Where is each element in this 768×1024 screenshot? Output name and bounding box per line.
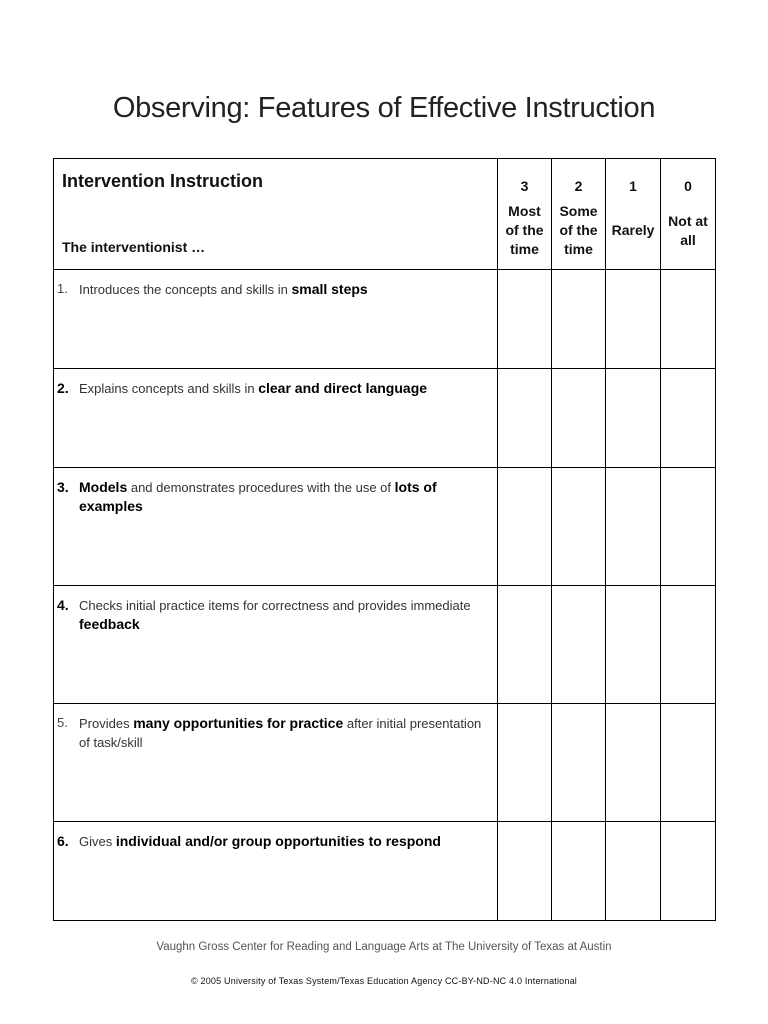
table-row <box>54 270 716 369</box>
score-number: 3 <box>520 178 529 194</box>
rating-cell-3[interactable] <box>498 369 552 468</box>
score-label: of the <box>559 222 598 238</box>
rating-cell-2[interactable] <box>552 369 606 468</box>
item-number: 1. <box>57 281 68 296</box>
page-title: Observing: Features of Effective Instruction <box>112 92 656 124</box>
item-text-segment: Explains concepts and skills in <box>79 381 259 396</box>
item-text-emphasis: lots of examples <box>79 479 437 514</box>
score-header-2 <box>552 159 606 270</box>
score-label: Most <box>508 203 541 219</box>
observation-table <box>53 158 716 921</box>
item-cell <box>54 270 498 369</box>
rating-cell-3[interactable] <box>498 586 552 704</box>
item-text <box>79 379 491 398</box>
item-number: 6. <box>57 833 69 849</box>
item-cell <box>54 586 498 704</box>
item-text-segment: and demonstrates procedures with the use of <box>127 480 395 495</box>
rating-cell-1[interactable] <box>606 586 661 704</box>
rating-cell-1[interactable] <box>606 369 661 468</box>
table-row <box>54 704 716 822</box>
score-header-3 <box>498 159 552 270</box>
rating-cell-2[interactable] <box>552 586 606 704</box>
item-text-emphasis: clear and direct language <box>258 380 428 396</box>
item-number: 4. <box>57 597 69 613</box>
rating-cell-0[interactable] <box>661 586 716 704</box>
score-header-1 <box>606 159 661 270</box>
table-row <box>54 468 716 586</box>
item-cell <box>54 468 498 586</box>
footer-credit: Vaughn Gross Center for Reading and Language Arts at The University of Texas at Austin <box>156 941 612 953</box>
rating-cell-2[interactable] <box>552 468 606 586</box>
rating-cell-3[interactable] <box>498 822 552 921</box>
score-header-0 <box>661 159 716 270</box>
score-label: Rarely <box>611 222 655 238</box>
item-text-emphasis: Models <box>79 479 128 495</box>
item-number: 2. <box>57 380 69 396</box>
item-text <box>79 832 491 851</box>
rating-cell-2[interactable] <box>552 822 606 921</box>
score-number: 0 <box>684 178 692 194</box>
score-number: 2 <box>574 178 583 194</box>
item-text-segment: Checks initial practice items for correctness and provides immediate <box>79 598 471 613</box>
score-label: of the <box>505 222 544 238</box>
footer-copyright: © 2005 University of Texas System/Texas Education Agency CC-BY-ND-NC 4.0 International <box>190 976 577 986</box>
item-text <box>79 280 491 299</box>
rating-cell-1[interactable] <box>606 704 661 822</box>
item-text-segment: Introduces the concepts and skills in <box>79 282 292 297</box>
rating-cell-1[interactable] <box>606 270 661 369</box>
rating-cell-2[interactable] <box>552 704 606 822</box>
score-label: time <box>510 241 539 257</box>
item-text-emphasis: many opportunities for practice <box>133 715 344 731</box>
rating-cell-0[interactable] <box>661 822 716 921</box>
item-text-emphasis: small steps <box>291 281 368 297</box>
section-title: Intervention Instruction <box>62 171 264 191</box>
item-text-emphasis: individual and/or group opportunities to respond <box>115 833 441 849</box>
item-text <box>79 714 491 752</box>
rating-cell-3[interactable] <box>498 468 552 586</box>
item-text-segment: Gives <box>79 834 116 849</box>
header-cell <box>54 159 498 270</box>
rating-cell-0[interactable] <box>661 468 716 586</box>
score-label: Some <box>559 203 598 219</box>
rating-cell-2[interactable] <box>552 270 606 369</box>
item-cell <box>54 704 498 822</box>
score-label: Not at <box>668 213 708 229</box>
item-text <box>79 596 491 634</box>
rating-cell-0[interactable] <box>661 704 716 822</box>
item-text-emphasis: feedback <box>79 616 140 632</box>
rating-cell-1[interactable] <box>606 468 661 586</box>
table-row <box>54 822 716 921</box>
item-cell <box>54 822 498 921</box>
item-text <box>79 478 491 516</box>
rating-cell-3[interactable] <box>498 704 552 822</box>
rating-cell-1[interactable] <box>606 822 661 921</box>
item-number: 3. <box>57 479 69 495</box>
item-number: 5. <box>57 715 68 730</box>
item-cell <box>54 369 498 468</box>
item-text-segment: after initial presentation of task/skill <box>79 716 482 750</box>
rating-cell-3[interactable] <box>498 270 552 369</box>
rating-cell-0[interactable] <box>661 369 716 468</box>
table-row <box>54 586 716 704</box>
score-number: 1 <box>629 178 637 194</box>
section-subtitle: The interventionist … <box>62 239 206 255</box>
table-row <box>54 369 716 468</box>
item-text-segment: Provides <box>79 716 134 731</box>
score-label: all <box>680 232 696 248</box>
rating-cell-0[interactable] <box>661 270 716 369</box>
table-header-row <box>54 159 716 270</box>
score-label: time <box>564 241 593 257</box>
